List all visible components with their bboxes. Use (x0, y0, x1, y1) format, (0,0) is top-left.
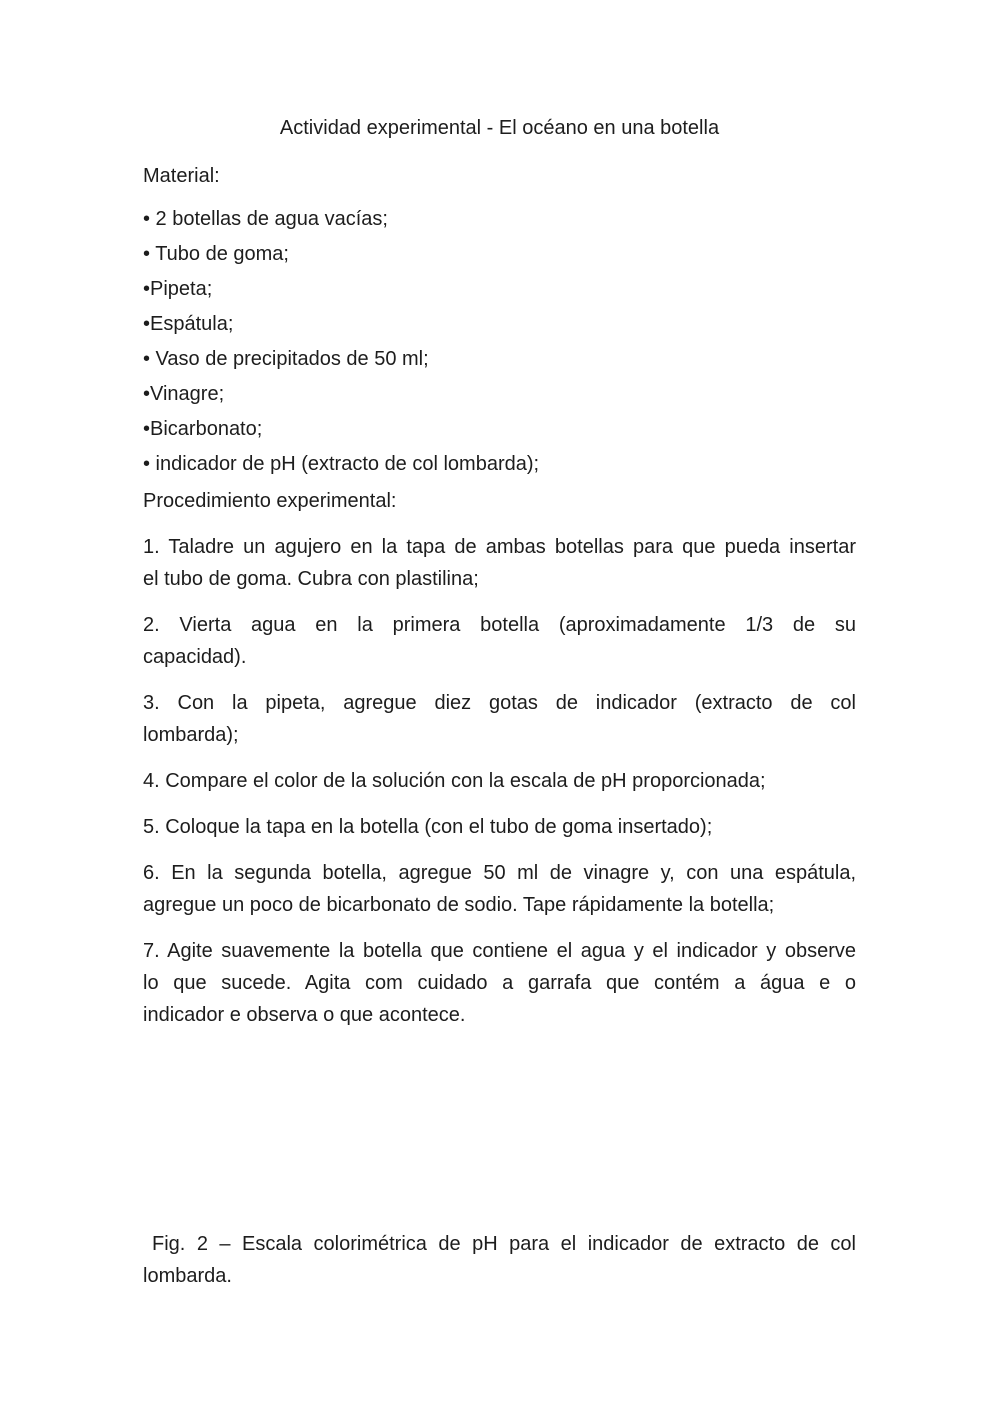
list-item: • Tubo de goma; (143, 243, 289, 265)
material-heading: Material: (143, 165, 220, 187)
page-title: Actividad experimental - El océano en una botella (279, 117, 720, 139)
materials-list (143, 202, 856, 482)
list-item: • Vaso de precipitados de 50 ml; (143, 348, 429, 370)
procedure-step (143, 531, 856, 595)
step-line: 2. Vierta agua en la primera botella (aproximadamente 1/3 de su (143, 614, 856, 636)
step-line: lombarda); (143, 724, 239, 746)
step-line: 3. Con la pipeta, agregue diez gotas de indicador (extracto de col (143, 692, 856, 714)
step-line: agregue un poco de bicarbonato de sodio. Tape rápidamente la botella; (143, 894, 775, 916)
step-line: 5. Coloque la tapa en la botella (con el tubo de goma insertado); (143, 816, 713, 838)
step-line: indicador e observa o que acontece. (143, 1004, 466, 1026)
list-item: •Espátula; (143, 313, 234, 335)
step-line: 7. Agite suavemente la botella que contiene el agua y el indicador y observe (143, 940, 856, 962)
list-item: •Bicarbonato; (143, 418, 263, 440)
procedure-step (143, 857, 856, 921)
list-item: •Pipeta; (143, 278, 213, 300)
list-item: • indicador de pH (extracto de col lombarda); (143, 453, 540, 475)
step-line: el tubo de goma. Cubra con plastilina; (143, 568, 479, 590)
procedure-step (143, 765, 856, 797)
figure-caption (143, 1228, 856, 1292)
procedure-heading: Procedimiento experimental: (143, 490, 397, 512)
step-line: lo que sucede. Agita com cuidado a garrafa que contém a água e o (143, 972, 856, 994)
procedure-step (143, 687, 856, 751)
step-line: 1. Taladre un agujero en la tapa de ambas botellas para que pueda insertar (143, 536, 856, 558)
step-line: 4. Compare el color de la solución con la escala de pH proporcionada; (143, 770, 766, 792)
step-line: capacidad). (143, 646, 247, 668)
procedure-step (143, 935, 856, 1031)
figure-caption-line: Fig. 2 – Escala colorimétrica de pH para el indicador de extracto de col (152, 1233, 856, 1255)
procedure-step (143, 811, 856, 843)
figure-caption-line: lombarda. (143, 1265, 232, 1287)
list-item: •Vinagre; (143, 383, 225, 405)
procedure-step (143, 609, 856, 673)
step-line: 6. En la segunda botella, agregue 50 ml de vinagre y, con una espátula, (143, 862, 856, 884)
list-item: • 2 botellas de agua vacías; (143, 208, 388, 230)
